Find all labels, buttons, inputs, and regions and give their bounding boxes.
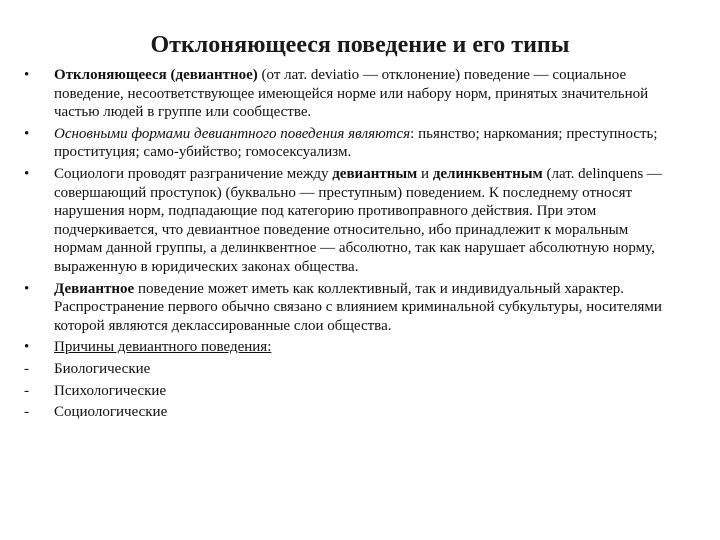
cause-item — [20, 403, 680, 422]
item-body: поведение может иметь как коллективный, так и индивидуальный характер. Распространение первого обычно связано с влиянием криминальной субкультуры, носителями которой являются деклассированные слои общества. — [54, 280, 662, 334]
list-item — [20, 125, 680, 162]
dash-marker: - — [24, 404, 29, 421]
bold-term: Девиантное — [54, 280, 135, 297]
cause-item — [20, 382, 680, 401]
bold-term: делинквентным — [432, 165, 543, 182]
causes-heading: Причины девиантного поведения: — [54, 339, 272, 356]
item-body: (лат. delinquens — совершающий проступок) (буквально — преступным) поведением. К последнему относят нарушения норм, подпадающие под категорию противоправного действия. При этом подчеркивается, что девиантное поведение относительно, ибо принадлежит к моральным нормам данной группы, а делинквентное — абсолютно, так как нарушает абсолютную норму, выраженную в юридических законах общества. — [54, 165, 662, 275]
dash-marker: - — [24, 382, 29, 399]
italic-lead: Основными формами девиантного поведения являются — [54, 125, 411, 142]
list-item — [20, 338, 680, 357]
dash-marker: - — [24, 360, 29, 377]
cause-label: Психологические — [54, 382, 167, 399]
bullet-marker: • — [24, 165, 30, 182]
item-body: Социологи проводят разграничение между — [54, 165, 333, 182]
bold-term: девиантным — [332, 165, 418, 182]
cause-item — [20, 360, 680, 379]
bullet-marker: • — [24, 280, 30, 297]
slide-title: Отклоняющееся поведение и его типы — [150, 32, 570, 58]
item-body: (от лат. deviatio — отклонение) поведение — социальное поведение, несоответствующее имеющейся норме или набору норм, принятых значительной частью людей в группе или сообществе. — [54, 67, 649, 121]
cause-label: Биологические — [54, 360, 151, 377]
item-text — [54, 125, 680, 162]
cause-label: Социологические — [54, 404, 168, 421]
item-body: и — [417, 165, 433, 182]
item-text — [54, 280, 680, 336]
list-item — [20, 165, 680, 277]
list-item — [20, 280, 680, 336]
item-body: : пьянство; наркомания; преступность; проституция; само-убийство; гомосексуализм. — [54, 125, 658, 161]
item-text — [54, 165, 680, 277]
list-item — [20, 66, 680, 122]
bullet-marker: • — [24, 67, 30, 83]
bullet-marker: • — [24, 125, 30, 142]
slide-body — [20, 66, 680, 422]
bold-term: Отклоняющееся (девиантное) — [54, 67, 258, 83]
item-text — [54, 66, 680, 122]
bullet-marker: • — [24, 339, 30, 356]
